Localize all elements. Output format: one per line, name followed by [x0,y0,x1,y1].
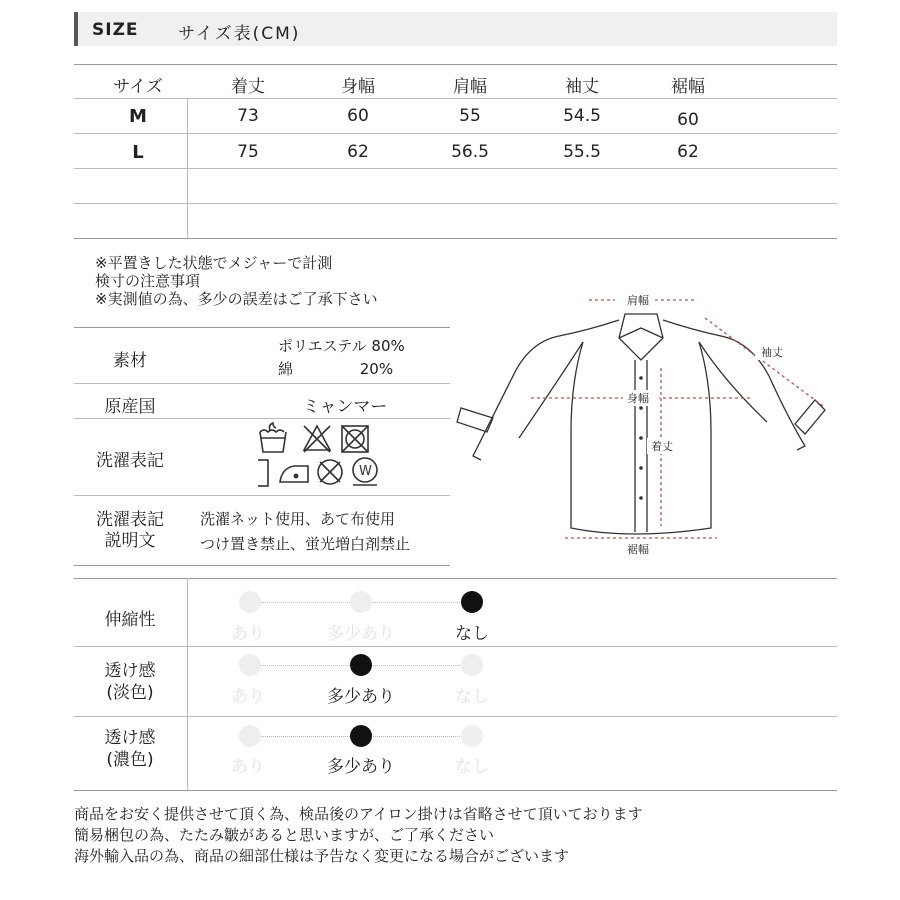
scale-sheer-light-opt-2: 多少あり [327,687,395,707]
scale-sheer-dark-label [74,727,186,771]
col-header-sleeve: 袖丈 [565,77,599,97]
scale-sheer-light-dot-1 [239,654,261,676]
row-l-shoulder: 56.5 [451,142,489,162]
scale-sheer-dark-opt-2: 多少あり [327,757,395,777]
scale-sheer-dark-dot-1 [239,725,261,747]
scale-sheer-light-label-1: 透け感 [104,661,156,681]
scale-sheer-dark-dot-3 [461,725,483,747]
scale-stretch-opt-1: あり [231,624,265,644]
row-l-hem: 62 [677,142,699,162]
row-l-size: L [132,142,144,163]
care-desc-label-line-1: 洗濯表記 [96,510,164,530]
scale-sheer-light-opt-3: なし [455,687,489,707]
care-icons [258,422,390,492]
note-tolerance: ※実測値の為、多少の誤差はご了承下さい [95,290,378,308]
row-l-length: 75 [237,142,259,162]
row-m-sleeve: 54.5 [563,106,601,126]
note-measure: ※平置きした状態でメジャーで計測 [95,254,333,272]
label-length: 着丈 [651,440,673,453]
scale-sheer-dark-label-1: 透け感 [104,728,156,748]
row-l-sleeve: 55.5 [563,142,601,162]
col-header-hem: 裾幅 [671,77,705,97]
material-line-1: ポリエステル 80% [278,337,405,355]
col-header-length: 着丈 [231,77,265,97]
care-desc-line-2: つけ置き禁止、蛍光増白剤禁止 [200,535,411,553]
material-line-2: 綿 20% [278,360,394,378]
footer-line-3: 海外輸入品の為、商品の細部仕様は予告なく変更になる場合がございます [74,847,570,865]
shirt-diagram [455,288,835,558]
scale-sheer-light-opt-1: あり [231,687,265,707]
scale-sheer-dark-label-2: (濃色) [106,750,154,770]
note-caution-title: 検寸の注意事項 [95,272,201,290]
scale-stretch-opt-2: 多少あり [327,624,395,644]
no-dry-clean-icon [318,460,342,484]
col-header-shoulder: 肩幅 [453,77,487,97]
scale-stretch-label: 伸縮性 [104,610,156,630]
scale-sheer-dark-opt-1: あり [231,757,265,777]
footer-line-2: 簡易梱包の為、たたみ皺があると思いますが、ご了承ください [74,826,495,844]
material-label: 素材 [113,351,147,371]
label-body-width: 身幅 [627,392,649,405]
scale-sheer-light-label [74,660,186,704]
care-desc-label [74,510,186,552]
origin-label: 原産国 [104,397,156,417]
svg-text:W: W [359,464,372,479]
scale-sheer-light-dot-2 [350,654,372,676]
scale-stretch-dot-3 [461,591,483,613]
scale-sheer-light-label-2: (淡色) [106,683,154,703]
wet-clean-icon [353,458,377,485]
scale-stretch-dot-1 [239,591,261,613]
row-l-body-width: 62 [347,142,369,162]
label-hem: 裾幅 [627,543,649,556]
care-desc [200,507,410,557]
scale-sheer-dark-dot-2 [350,725,372,747]
origin-value: ミャンマー [302,397,388,417]
scale-stretch-opt-3: なし [455,624,489,644]
line-dry-shade-icon [258,460,268,486]
scale-sheer-dark-opt-3: なし [455,757,489,777]
row-m-hem: 60 [677,110,699,130]
no-tumble-dry-icon [342,426,368,452]
row-m-length: 73 [237,106,259,126]
care-desc-line-1: 洗濯ネット使用、あて布使用 [200,510,396,528]
scale-sheer-light-dot-3 [461,654,483,676]
label-shoulder: 肩幅 [627,294,649,307]
col-header-body-width: 身幅 [341,77,375,97]
no-bleach-icon [304,426,330,452]
header-title-en: SIZE [92,20,139,40]
col-header-size: サイズ [113,77,163,97]
row-m-body-width: 60 [347,106,369,126]
scale-stretch-dot-2 [350,591,372,613]
care-desc-label-line-2: 説明文 [104,531,156,551]
iron-low-icon [280,466,308,482]
footer-line-1: 商品をお安く提供させて頂く為、検品後のアイロン掛けは省略させて頂いております [74,805,643,823]
label-sleeve: 袖丈 [761,346,783,359]
measure-lines [531,300,823,538]
wash-tub-icon [260,423,286,452]
care-label: 洗濯表記 [96,451,164,471]
row-m-shoulder: 55 [459,106,481,126]
header-title-jp: サイズ表(CM) [178,24,301,44]
row-m-size: M [129,106,147,127]
size-header [74,12,837,46]
